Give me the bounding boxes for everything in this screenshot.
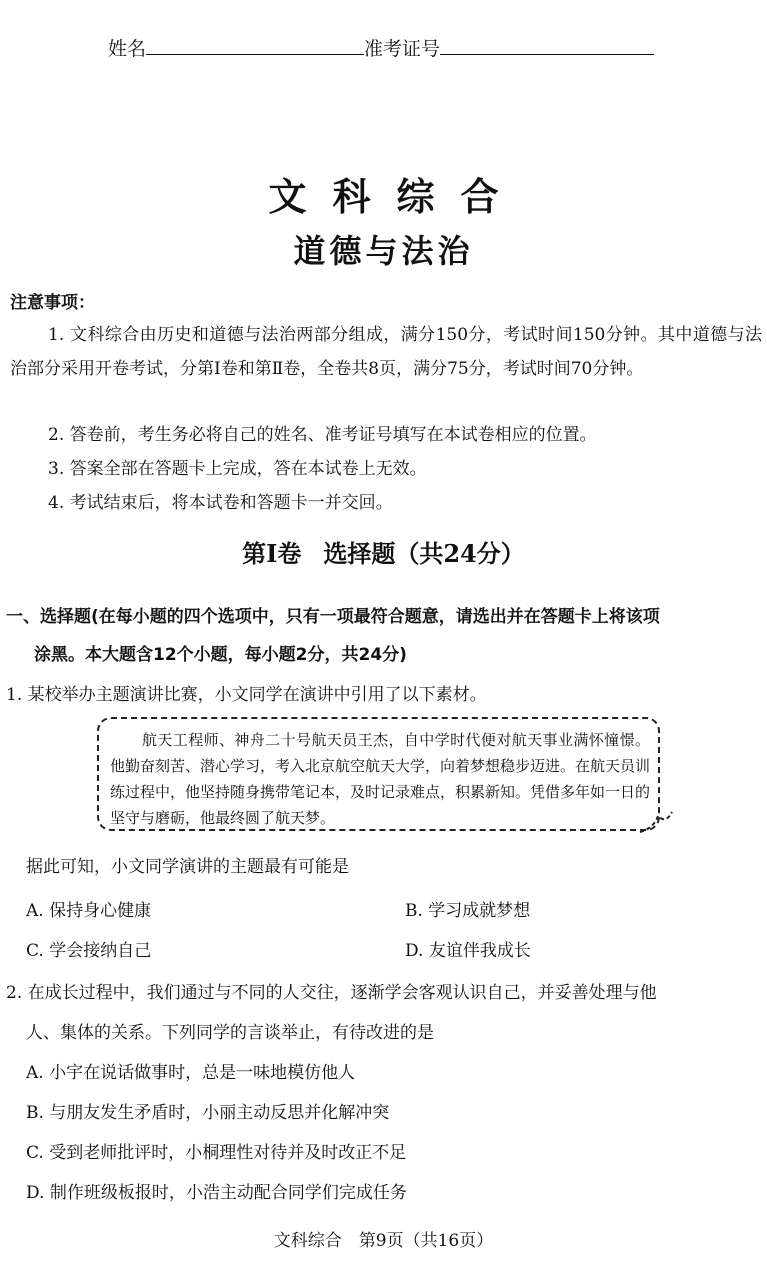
exam-id-field[interactable] [440, 36, 654, 55]
q2-option-d[interactable]: D. 制作班级板报时，小浩主动配合同学们完成任务 [26, 1183, 407, 1203]
q1-option-c[interactable]: C. 学会接纳自己 [26, 941, 152, 961]
notice-item-1: 1. 文科综合由历史和道德与法治两部分组成，满分150分，考试时间150分钟。其中道德与法治部分采用开卷考试，分第Ⅰ卷和第Ⅱ卷，全卷共8页，满分75分，考试时间70分钟。 [10, 325, 762, 379]
notice-heading: 注意事项： [10, 293, 95, 313]
q2-stem-line-1: 2. 在成长过程中，我们通过与不同的人交往，逐渐学会客观认识自己，并妥善处理与他 [6, 983, 657, 1003]
q2-option-a[interactable]: A. 小宇在说话做事时，总是一味地模仿他人 [26, 1063, 356, 1083]
page-title: 文科综合 [268, 174, 525, 219]
notice-item-3: 3. 答案全部在答题卡上完成，答在本试卷上无效。 [48, 459, 427, 479]
q2-stem-line-2: 人、集体的关系。下列同学的言谈举止，有待改进的是 [26, 1023, 434, 1043]
q1-material-text: 航天工程师、神舟二十号航天员王杰，自中学时代便对航天事业满怀憧憬。他勤奋刻苦、潜心学习，考入北京航空航天大学，向着梦想稳步迈进。在航天员训练过程中，他坚持随身携带笔记本，及时记录难点，积累新知。凭借多年如一日的坚守与磨砺，他最终圆了航天梦。 [110, 731, 651, 827]
q1-option-a[interactable]: A. 保持身心健康 [26, 901, 152, 921]
section-part: 第Ⅰ卷 [242, 539, 302, 568]
page-footer: 文科综合 第9页（共16页） [273, 1231, 494, 1251]
candidate-info-row [108, 34, 654, 61]
exam-id-label: 准考证号 [364, 38, 441, 60]
q2-option-c[interactable]: C. 受到老师批评时，小桐理性对待并及时改正不足 [26, 1143, 407, 1163]
instructions-line-1: 一、选择题(在每小题的四个选项中，只有一项最符合题意，请选出并在答题卡上将该项 [6, 607, 660, 627]
q1-question: 据此可知，小文同学演讲的主题最有可能是 [26, 857, 349, 877]
q1-stem: 1. 某校举办主题演讲比赛，小文同学在演讲中引用了以下素材。 [6, 685, 487, 705]
name-field[interactable] [146, 36, 364, 55]
section-name: 选择题（共24分） [323, 539, 525, 568]
q1-option-d[interactable]: D. 友谊伴我成长 [405, 941, 531, 961]
section-heading [0, 534, 767, 569]
name-label: 姓名 [108, 38, 147, 60]
notice-item-4: 4. 考试结束后，将本试卷和答题卡一并交回。 [48, 493, 393, 513]
q2-option-b[interactable]: B. 与朋友发生矛盾时，小丽主动反思并化解冲突 [26, 1103, 390, 1123]
q1-option-b[interactable]: B. 学习成就梦想 [405, 901, 531, 921]
instructions-line-2: 涂黑。本大题含12个小题，每小题2分，共24分) [34, 645, 407, 665]
page-subtitle: 道德与法治 [293, 232, 474, 270]
notice-item-2: 2. 答卷前，考生务必将自己的姓名、准考证号填写在本试卷相应的位置。 [48, 425, 597, 445]
instructions [6, 598, 762, 674]
